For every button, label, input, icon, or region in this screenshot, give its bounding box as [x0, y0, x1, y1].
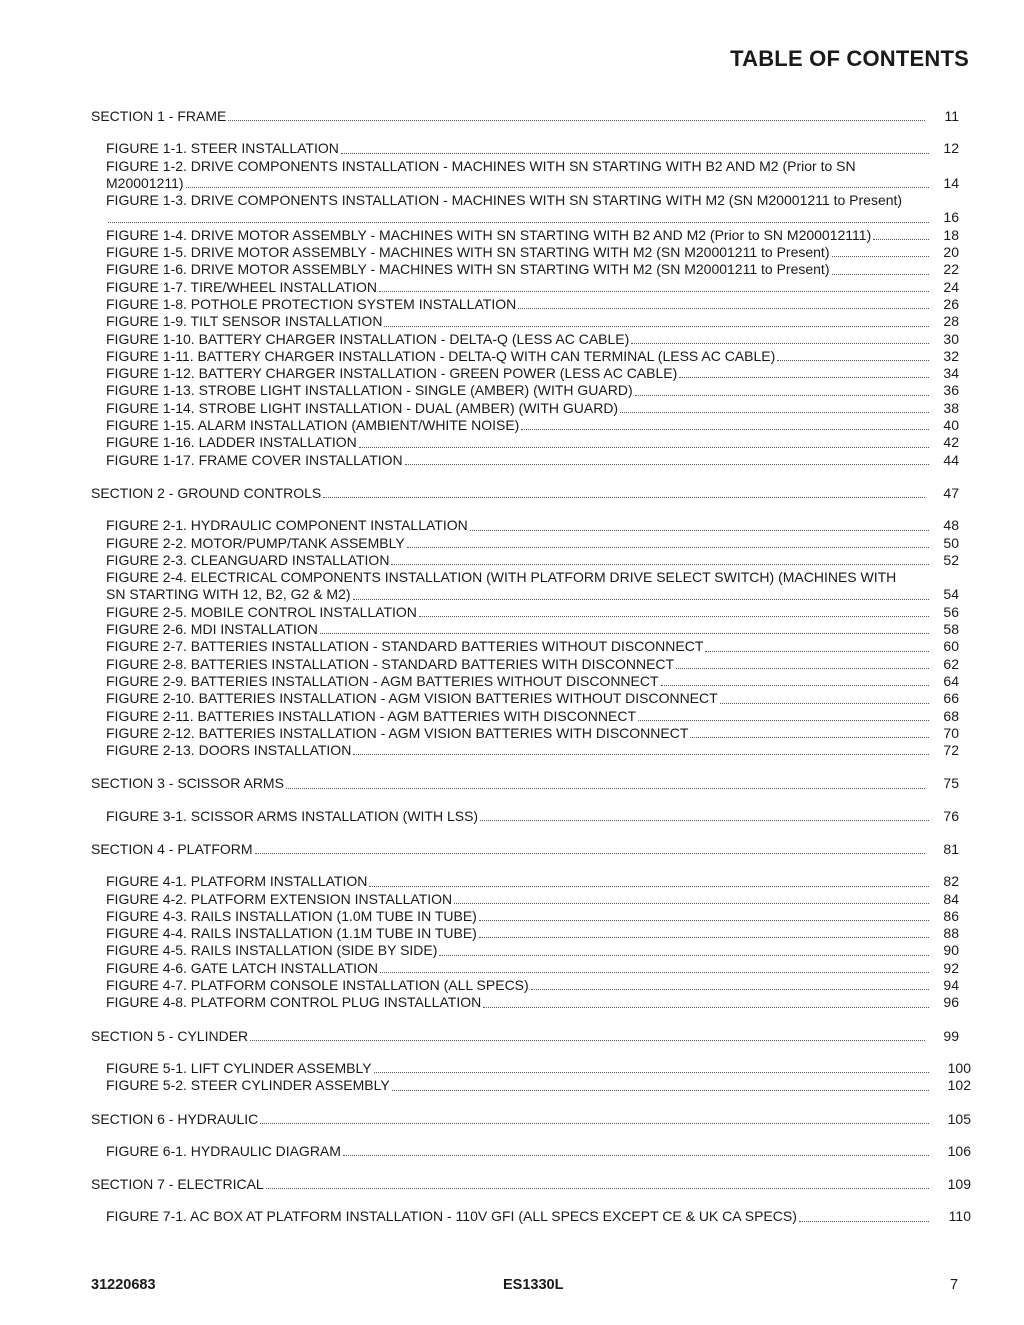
- toc-page-number: 32: [943, 347, 959, 364]
- toc-page-number: 11: [944, 108, 959, 124]
- toc-page-number: 16: [943, 209, 959, 226]
- dot-leader: [679, 377, 929, 378]
- toc-page-number: 56: [943, 603, 959, 620]
- toc-figure-entry[interactable]: [106, 244, 971, 261]
- dot-leader: [832, 274, 930, 275]
- toc-figure-entry[interactable]: [106, 569, 971, 586]
- toc-figure-entry[interactable]: [106, 994, 971, 1011]
- toc-figure-entry[interactable]: [106, 452, 971, 469]
- toc-page-number: 99: [943, 1027, 959, 1044]
- toc-figure-entry[interactable]: [106, 382, 971, 399]
- toc-figure-entry[interactable]: [106, 192, 971, 209]
- dot-leader: [479, 937, 929, 938]
- toc-entry-title: FIGURE 2-1. HYDRAULIC COMPONENT INSTALLATION: [106, 517, 468, 534]
- dot-leader: [439, 955, 929, 956]
- toc-page-number: 110: [948, 1208, 971, 1225]
- toc-figure-entry[interactable]: [106, 365, 971, 382]
- toc-entry-title: FIGURE 2-10. BATTERIES INSTALLATION - AGM VISION BATTERIES WITHOUT DISCONNECT: [106, 690, 718, 707]
- dot-leader: [631, 343, 929, 344]
- toc-entry-title: FIGURE 2-2. MOTOR/PUMP/TANK ASSEMBLY: [106, 534, 405, 551]
- toc-entry-title: FIGURE 7-1. AC BOX AT PLATFORM INSTALLATION - 110V GFI (ALL SPECS EXCEPT CE & UK CA SPECS): [106, 1208, 797, 1225]
- toc-entry-title: FIGURE 1-16. LADDER INSTALLATION: [106, 434, 357, 451]
- toc-entry-title: M20001211): [106, 174, 184, 191]
- toc-entry-title: FIGURE 1-9. TILT SENSOR INSTALLATION: [106, 313, 383, 330]
- dot-leader: [419, 616, 929, 617]
- toc-figure-entry[interactable]: [106, 942, 971, 959]
- toc-entry-title: FIGURE 1-15. ALARM INSTALLATION (AMBIENT/WHITE NOISE): [106, 417, 520, 434]
- toc-figure-entry[interactable]: [106, 313, 971, 330]
- toc-figure-entry[interactable]: [106, 873, 971, 890]
- dot-leader: [454, 903, 929, 904]
- toc-entry-title: SECTION 7 - ELECTRICAL: [91, 1176, 264, 1193]
- dot-leader: [391, 564, 929, 565]
- toc-entry-title: FIGURE 2-8. BATTERIES INSTALLATION - STANDARD BATTERIES WITH DISCONNECT: [106, 655, 675, 672]
- toc-section-entry[interactable]: [91, 1176, 971, 1193]
- toc-figure-entry[interactable]: [106, 708, 971, 725]
- toc-entry-title: SN STARTING WITH 12, B2, G2 & M2): [106, 586, 351, 603]
- toc-entry-title: SECTION 5 - CYLINDER: [91, 1027, 249, 1044]
- dot-leader: [250, 1040, 925, 1041]
- toc-page-number: 96: [943, 994, 959, 1011]
- toc-figure-entry[interactable]: [106, 434, 971, 451]
- dot-leader: [777, 360, 929, 361]
- toc-figure-entry[interactable]: [106, 690, 971, 707]
- toc-section-entry[interactable]: [91, 1028, 971, 1045]
- toc-entry-title: FIGURE 1-4. DRIVE MOTOR ASSEMBLY - MACHINES WITH SN STARTING WITH B2 AND M2 (Prior to SN M200012111): [106, 226, 872, 243]
- toc-figure-entry[interactable]: [106, 725, 971, 742]
- dot-leader: [405, 464, 929, 465]
- toc-page-number: 26: [943, 295, 959, 312]
- toc-page-number: 105: [947, 1110, 971, 1127]
- toc-entry-title: FIGURE 2-7. BATTERIES INSTALLATION - STANDARD BATTERIES WITHOUT DISCONNECT: [106, 638, 704, 655]
- toc-entry-title: FIGURE 1-6. DRIVE MOTOR ASSEMBLY - MACHINES WITH SN STARTING WITH M2 (SN M20001211 to Present): [106, 261, 830, 278]
- dot-leader: [392, 1090, 929, 1091]
- page-title: TABLE OF CONTENTS: [730, 46, 969, 71]
- toc-page-number: 38: [943, 399, 959, 416]
- toc-page-number: 47: [943, 484, 959, 501]
- footer-page-number: 7: [950, 1277, 959, 1293]
- dot-leader: [255, 853, 925, 854]
- toc-entry-title: FIGURE 4-6. GATE LATCH INSTALLATION: [106, 959, 379, 976]
- toc-page-number: 84: [943, 890, 959, 907]
- dot-leader: [353, 754, 929, 755]
- dot-leader: [186, 187, 929, 188]
- toc-entry-title: FIGURE 4-8. PLATFORM CONTROL PLUG INSTALLATION: [106, 994, 482, 1011]
- toc-page-number: 86: [943, 907, 959, 924]
- toc-page-number: 12: [943, 140, 959, 157]
- dot-leader: [343, 1155, 929, 1156]
- toc-page-number: 72: [943, 742, 959, 759]
- toc-page-number: 70: [943, 724, 959, 741]
- toc-page-number: 14: [943, 174, 959, 191]
- toc-figure-entry[interactable]: [106, 891, 971, 908]
- toc-page-number: 50: [943, 534, 959, 551]
- toc-page-number: 54: [943, 586, 959, 603]
- toc-page-number: 100: [947, 1059, 971, 1076]
- toc-page-number: 82: [943, 873, 959, 890]
- toc-entry-title: FIGURE 4-1. PLATFORM INSTALLATION: [106, 873, 368, 890]
- dot-leader: [260, 1123, 929, 1124]
- toc-entry-title: FIGURE 2-6. MDI INSTALLATION: [106, 621, 318, 638]
- toc-entry-title: FIGURE 2-12. BATTERIES INSTALLATION - AGM VISION BATTERIES WITH DISCONNECT: [106, 724, 689, 741]
- toc-page-number: 60: [943, 638, 959, 655]
- toc-figure-entry[interactable]: [106, 1077, 971, 1094]
- toc-figure-entry[interactable]: [106, 977, 971, 994]
- dot-leader: [518, 308, 929, 309]
- dot-leader: [341, 153, 929, 154]
- toc-page-number: 58: [943, 621, 959, 638]
- toc-entry-title: SECTION 6 - HYDRAULIC: [91, 1110, 259, 1127]
- toc-figure-entry[interactable]: [106, 1208, 971, 1225]
- toc-figure-entry[interactable]: [106, 535, 971, 552]
- toc-entry-title: FIGURE 1-10. BATTERY CHARGER INSTALLATION - DELTA-Q (LESS AC CABLE): [106, 330, 630, 347]
- dot-leader: [480, 820, 929, 821]
- toc-page-number: 28: [943, 313, 959, 330]
- toc-page-number: 90: [943, 942, 959, 959]
- toc-entry-title: FIGURE 4-2. PLATFORM EXTENSION INSTALLATION: [106, 890, 453, 907]
- toc-page-number: 88: [943, 925, 959, 942]
- dot-leader: [832, 256, 930, 257]
- toc-figure-entry[interactable]: [106, 673, 971, 690]
- toc-figure-entry[interactable]: [106, 742, 971, 759]
- toc-page-number: 42: [943, 434, 959, 451]
- toc-entry-title: FIGURE 5-1. LIFT CYLINDER ASSEMBLY: [106, 1059, 372, 1076]
- toc-page-number: 102: [947, 1077, 971, 1094]
- toc-entry-title: FIGURE 4-5. RAILS INSTALLATION (SIDE BY SIDE): [106, 942, 438, 959]
- toc-page-number: 106: [947, 1142, 971, 1159]
- toc-figure-entry[interactable]: [106, 227, 971, 244]
- toc-section-entry[interactable]: [91, 485, 971, 502]
- toc-section-entry[interactable]: [91, 775, 971, 792]
- toc-entry-title: SECTION 4 - PLATFORM: [91, 840, 253, 857]
- toc-page-number: 94: [943, 977, 959, 994]
- dot-leader: [661, 685, 929, 686]
- toc-page-number: 76: [943, 807, 959, 824]
- toc-section-entry[interactable]: [91, 841, 971, 858]
- dot-leader: [635, 395, 929, 396]
- dot-leader: [369, 886, 929, 887]
- toc-entry-title: FIGURE 1-8. POTHOLE PROTECTION SYSTEM INSTALLATION: [106, 295, 517, 312]
- dot-leader: [638, 720, 929, 721]
- toc-entry-title: FIGURE 4-4. RAILS INSTALLATION (1.1M TUBE IN TUBE): [106, 925, 477, 942]
- toc-figure-entry[interactable]: [106, 621, 971, 638]
- dot-leader: [799, 1221, 929, 1222]
- toc-section-entry[interactable]: [91, 1111, 971, 1128]
- dot-leader: [384, 326, 929, 327]
- toc-entry-title: FIGURE 2-11. BATTERIES INSTALLATION - AGM BATTERIES WITH DISCONNECT: [106, 707, 636, 724]
- dot-leader: [676, 668, 929, 669]
- toc-page-number: 52: [943, 551, 959, 568]
- toc-entry-title: SECTION 3 - SCISSOR ARMS: [91, 775, 284, 792]
- dot-leader: [483, 1007, 929, 1008]
- toc-page-number: 34: [943, 365, 959, 382]
- toc-entry-title: FIGURE 1-13. STROBE LIGHT INSTALLATION - SINGLE (AMBER) (WITH GUARD): [106, 382, 633, 399]
- toc-page-number: 18: [943, 226, 959, 243]
- dot-leader: [479, 920, 929, 921]
- toc-entry-title: FIGURE 1-11. BATTERY CHARGER INSTALLATION - DELTA-Q WITH CAN TERMINAL (LESS AC CABLE): [106, 347, 776, 364]
- toc-entry-title: SECTION 1 - FRAME: [91, 108, 227, 124]
- toc-figure-entry[interactable]: [106, 656, 971, 673]
- dot-leader: [108, 222, 929, 223]
- toc-figure-entry[interactable]: [106, 517, 971, 534]
- dot-leader: [323, 497, 925, 498]
- toc-page-number: 75: [943, 775, 959, 792]
- toc-entry-title: FIGURE 1-7. TIRE/WHEEL INSTALLATION: [106, 278, 377, 295]
- toc-page-number: 30: [943, 330, 959, 347]
- toc-figure-entry[interactable]: [106, 925, 971, 942]
- toc-figure-entry[interactable]: [106, 279, 971, 296]
- toc-entry-title: FIGURE 6-1. HYDRAULIC DIAGRAM: [106, 1142, 341, 1159]
- toc-figure-entry[interactable]: [106, 586, 971, 603]
- toc-entry-title: FIGURE 1-12. BATTERY CHARGER INSTALLATION - GREEN POWER (LESS AC CABLE): [106, 365, 678, 382]
- toc-figure-entry[interactable]: [106, 638, 971, 655]
- toc-figure-entry[interactable]: [106, 296, 971, 313]
- toc-entry-title: SECTION 2 - GROUND CONTROLS: [91, 484, 322, 501]
- toc-entry-title: FIGURE 2-13. DOORS INSTALLATION: [106, 742, 352, 759]
- toc-entry-title: FIGURE 2-5. MOBILE CONTROL INSTALLATION: [106, 603, 417, 620]
- toc-figure-entry[interactable]: [106, 348, 971, 365]
- dot-leader: [379, 291, 929, 292]
- toc-page-number: 64: [943, 672, 959, 689]
- toc-entry-title: FIGURE 4-7. PLATFORM CONSOLE INSTALLATION (ALL SPECS): [106, 977, 529, 994]
- dot-leader: [320, 633, 929, 634]
- toc-page-number: 22: [943, 261, 959, 278]
- toc-figure-entry[interactable]: [106, 1060, 971, 1077]
- dot-leader: [228, 120, 925, 121]
- toc-page-number: 92: [943, 959, 959, 976]
- dot-leader: [374, 1072, 929, 1073]
- dot-leader: [353, 599, 929, 600]
- toc-figure-entry[interactable]: [106, 808, 971, 825]
- toc-entry-title: FIGURE 4-3. RAILS INSTALLATION (1.0M TUBE IN TUBE): [106, 907, 477, 924]
- toc-entry-title: FIGURE 2-3. CLEANGUARD INSTALLATION: [106, 551, 390, 568]
- toc-entry-title: FIGURE 2-4. ELECTRICAL COMPONENTS INSTALLATION (WITH PLATFORM DRIVE SELECT SWITCH) (MACHINES WITH: [106, 569, 897, 586]
- dot-leader: [521, 429, 929, 430]
- toc-entry-title: FIGURE 1-3. DRIVE COMPONENTS INSTALLATION - MACHINES WITH SN STARTING WITH M2 (SN M20001211 to Present): [106, 192, 903, 209]
- dot-leader: [470, 530, 929, 531]
- toc-entry-title: FIGURE 1-14. STROBE LIGHT INSTALLATION - DUAL (AMBER) (WITH GUARD): [106, 399, 619, 416]
- dot-leader: [690, 737, 929, 738]
- toc-page-number: 24: [943, 278, 959, 295]
- toc-entry-title: FIGURE 2-9. BATTERIES INSTALLATION - AGM BATTERIES WITHOUT DISCONNECT: [106, 672, 659, 689]
- toc-entry-title: FIGURE 1-1. STEER INSTALLATION: [106, 140, 339, 157]
- toc-section-entry[interactable]: [91, 108, 971, 125]
- toc-figure-entry[interactable]: [106, 417, 971, 434]
- dot-leader: [720, 703, 929, 704]
- toc-entry-title: FIGURE 1-2. DRIVE COMPONENTS INSTALLATION - MACHINES WITH SN STARTING WITH B2 AND M2 (Prior to SN: [106, 157, 856, 174]
- footer-doc-number: 31220683: [91, 1277, 156, 1293]
- toc-figure-entry[interactable]: [106, 261, 971, 278]
- toc-page-number: 66: [943, 690, 959, 707]
- toc-figure-entry[interactable]: [106, 158, 971, 175]
- toc-figure-entry[interactable]: [106, 960, 971, 977]
- toc-entry-title: FIGURE 3-1. SCISSOR ARMS INSTALLATION (WITH LSS): [106, 807, 479, 824]
- toc-figure-entry[interactable]: [106, 552, 971, 569]
- dot-leader: [705, 651, 929, 652]
- toc-list: [91, 108, 971, 1226]
- toc-figure-entry[interactable]: [106, 209, 971, 226]
- toc-page-number: 109: [947, 1176, 971, 1193]
- dot-leader: [359, 447, 929, 448]
- dot-leader: [407, 547, 929, 548]
- toc-figure-entry[interactable]: [106, 331, 971, 348]
- toc-figure-entry[interactable]: [106, 1143, 971, 1160]
- toc-entry-title: FIGURE 1-17. FRAME COVER INSTALLATION: [106, 451, 403, 468]
- dot-leader: [620, 412, 929, 413]
- dot-leader: [380, 972, 929, 973]
- toc-entry-title: FIGURE 5-2. STEER CYLINDER ASSEMBLY: [106, 1077, 390, 1094]
- toc-page-number: 48: [943, 517, 959, 534]
- toc-entry-title: FIGURE 1-5. DRIVE MOTOR ASSEMBLY - MACHINES WITH SN STARTING WITH M2 (SN M20001211 to Present): [106, 244, 830, 261]
- toc-figure-entry[interactable]: [106, 604, 971, 621]
- toc-page-number: 20: [943, 244, 959, 261]
- toc-figure-entry[interactable]: [106, 175, 971, 192]
- toc-page-number: 44: [943, 451, 959, 468]
- toc-page-number: 36: [943, 382, 959, 399]
- footer-model: ES1330L: [503, 1277, 564, 1293]
- toc-figure-entry[interactable]: [106, 400, 971, 417]
- toc-page-number: 62: [943, 655, 959, 672]
- toc-page-number: 68: [943, 707, 959, 724]
- dot-leader: [531, 989, 929, 990]
- toc-page-number: 81: [943, 840, 959, 857]
- dot-leader: [286, 788, 925, 789]
- toc-figure-entry[interactable]: [106, 140, 971, 157]
- toc-figure-entry[interactable]: [106, 908, 971, 925]
- dot-leader: [873, 239, 929, 240]
- toc-page-number: 40: [943, 417, 959, 434]
- dot-leader: [266, 1188, 929, 1189]
